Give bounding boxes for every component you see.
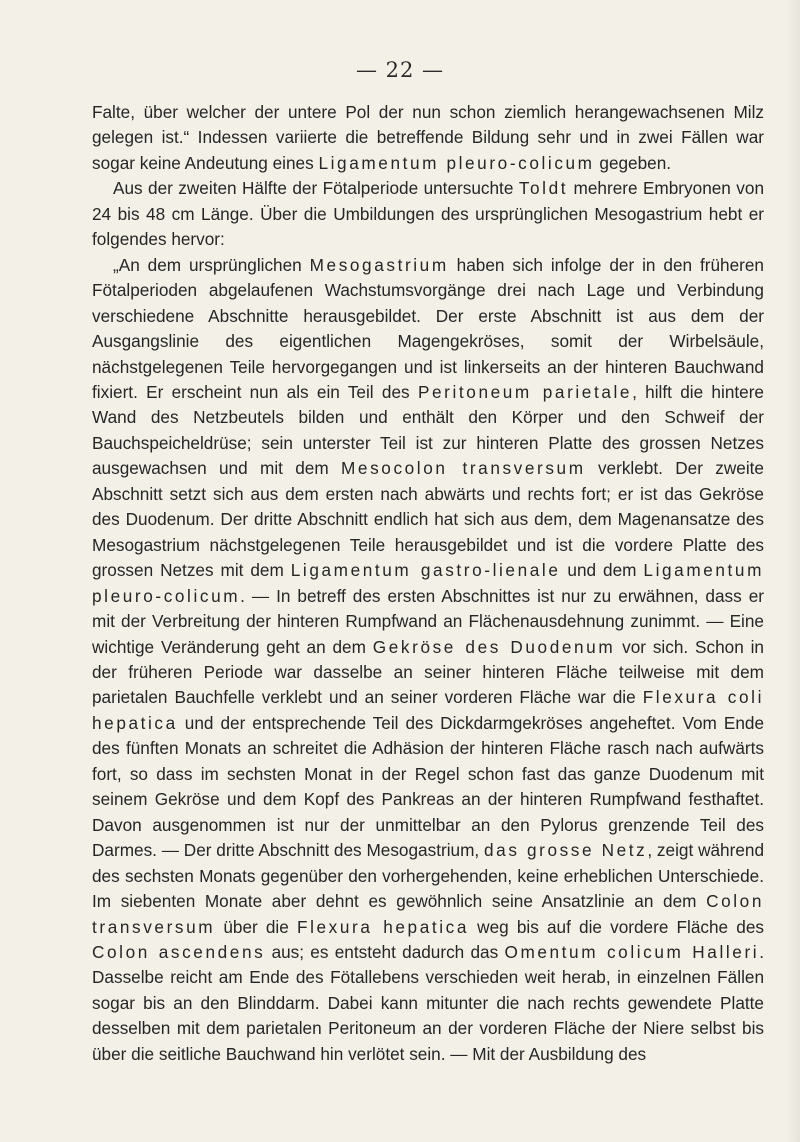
text-run: . Dasselbe reicht am Ende des Fötallebens verschieden weit herab, in einzelnen Fällen sogar bis an den Blinddarm. Dabei kann mitunter die nach rechts gewendete Platte desselben mit dem parietalen Peritoneum an der vorderen Fläche der Niere selbst bis über die seitliche Bauchwand hin verlötet sein. — Mit der Ausbildung des	[92, 941, 764, 1064]
latin-term: Peritoneum parietale	[417, 381, 633, 402]
page-edge-shadow	[786, 0, 800, 1142]
latin-term: Mesocolon transversum	[341, 458, 586, 479]
text-run: Aus der zweiten Hälfte der Fötalperiode untersuchte	[113, 178, 519, 199]
latin-term: Ligamentum pleuro-colicum	[318, 152, 595, 173]
text-run: weg bis auf die vordere Fläche des	[469, 916, 764, 937]
paragraph-quote	[92, 253, 764, 1068]
paragraph	[92, 176, 764, 252]
latin-term: Flexura coli hepatica	[92, 687, 764, 733]
latin-term: Gekröse des Duodenum	[372, 636, 616, 657]
text-run: „An dem ursprünglichen	[113, 254, 310, 275]
text-run: verklebt. Der zweite Abschnitt setzt sich aus dem ersten nach abwärts und rechts fort; er ist das Gekröse des Duodenum. Der dritte Abschnitt endlich hat sich aus dem, dem Magenansatze des Mesogastrium nächstgelegenen Teile herausgebildet und ist die vordere Platte des grossen Netzes mit dem	[92, 458, 764, 581]
body-text	[92, 100, 764, 1067]
latin-term: das grosse Netz	[484, 840, 648, 861]
latin-term: Colon ascendens	[92, 941, 266, 962]
text-run: aus; es entsteht dadurch das	[265, 941, 505, 962]
latin-term: Ligamentum pleuro-colicum	[92, 560, 765, 606]
latin-term: Colon transversum	[92, 891, 764, 937]
author-name: Toldt	[518, 178, 569, 199]
latin-term: Flexura hepatica	[296, 916, 470, 937]
text-run: und der entsprechende Teil des Dickdarmgekröses angeheftet. Vom Ende des fünften Monats an schreitet die Adhäsion der hinteren Fläche rasch nach aufwärts fort, so dass im sechsten Monat in der Regel schon fast das ganze Duodenum mit seinem Gekröse und dem Kopf des Pankreas an der hinteren Rumpfwand festhaftet. Davon ausgenommen ist nur der unmittelbar an den Pylorus grenzende Teil des Darmes. — Der dritte Abschnitt des Mesogastrium,	[92, 712, 764, 861]
latin-term: Mesogastrium	[309, 254, 449, 275]
text-run: mehrere Embryonen von 24 bis 48 cm Länge. Über die Umbildungen des ursprünglichen Mesogastrium hebt er folgendes hervor:	[92, 178, 765, 250]
latin-term: Ligamentum gastro-lienale	[290, 560, 561, 581]
text-run: Falte, über welcher der untere Pol der nun schon ziemlich herangewachsenen Milz gelegen ist.“ Indessen variierte die betreffende Bildung sehr und in zwei Fällen war sogar keine Andeutung eines	[92, 102, 764, 173]
text-run: haben sich infolge der in den früheren Fötalperioden abgelaufenen Wachstumsvorgänge drei nach Lage und Verbindung verschiedene Abschnitte herausgebildet. Der erste Abschnitt ist aus dem der Ausgangslinie des eigentlichen Magengekröses, somit der Wirbelsäule, nächstgelegenen Teile hervorgegangen und ist linkerseits an der hinteren Bauchwand fixiert. Er erscheint nun als ein Teil des	[92, 254, 764, 402]
page-number: — 22 —	[355, 58, 445, 82]
paragraph	[92, 100, 764, 176]
latin-term: Omentum colicum Halleri	[504, 941, 760, 962]
text-run: . — In betreff des ersten Abschnittes ist nur zu erwähnen, dass er mit der Verbreitung der hinteren Rumpfwand an Flächenausdehnung zunimmt. — Eine wichtige Veränderung geht an dem	[92, 585, 764, 657]
text-run: vor sich. Schon in der früheren Periode war dasselbe an seiner hinteren Fläche teilweise mit dem parietalen Bauchfelle verklebt und an seiner vorderen Fläche war die	[92, 636, 764, 708]
text-run: über die	[215, 916, 297, 937]
text-run: und dem	[560, 560, 644, 581]
text-run: gegeben.	[594, 152, 672, 173]
text-run: , zeigt während des sechsten Monats gegenüber den vorhergehenden, keine erheblichen Unterschiede. Im siebenten Monate aber dehnt es gewöhnlich seine Ansatzlinie an dem	[92, 840, 764, 912]
text-run: , hilft die hintere Wand des Netzbeutels bilden und enthält den Körper und den Schweif der Bauchspeicheldrüse; sein unterster Teil ist zur hinteren Platte des grossen Netzes ausgewachsen und mit dem	[92, 381, 764, 479]
